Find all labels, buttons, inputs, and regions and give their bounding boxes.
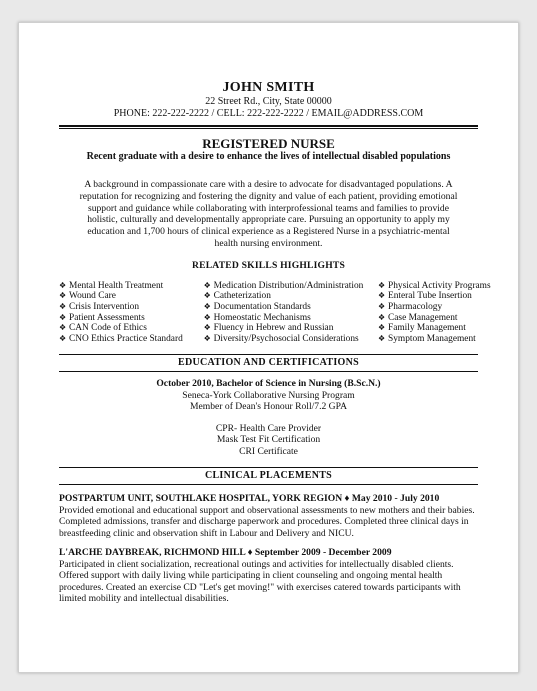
education-section xyxy=(59,378,478,457)
honour-line: Member of Dean's Honour Roll/7.2 GPA xyxy=(190,401,347,413)
skill-item: ❖ Homeostatic Mechanisms xyxy=(203,312,311,323)
diamond-bullet-icon: ❖ xyxy=(59,333,67,343)
skill-item: ❖ Family Management xyxy=(378,323,466,334)
skill-item: ❖ Documentation Standards xyxy=(203,301,311,312)
skill-item: ❖ Medication Distribution/Administration xyxy=(203,280,364,291)
placement-description: Participated in client socialization, recreational outings and activities for intellectually disabled clients. Offered support with daily living while participating in client counseling and ongoing mental health procedures. Created an exercise CD "Let's get moving!" with exercises catered towards participants with limited mobility and intellectual disabilities. xyxy=(59,558,461,605)
diamond-bullet-icon: ❖ xyxy=(203,312,211,322)
skill-item: ❖ Enteral Tube Insertion xyxy=(378,291,472,302)
degree-line: October 2010, Bachelor of Science in Nursing (B.Sc.N.) xyxy=(156,378,381,390)
skills-column-1 xyxy=(59,281,204,345)
skill-item: ❖ Fluency in Hebrew and Russian xyxy=(203,323,334,334)
diamond-bullet-icon: ❖ xyxy=(59,280,67,290)
skill-item: ❖ Crisis Intervention xyxy=(59,301,140,312)
placement-entry xyxy=(59,493,478,539)
diamond-bullet-icon: ❖ xyxy=(378,280,386,290)
summary-paragraph: A background in compassionate care with a desire to advocate for disadvantaged populations. A reputation for recognizing and fostering the dignity and value of each patient, providing emotional support and guidance while collaborating with interprofessional teams and families to provide holistic, culturally and developmentally appropriate care. Pursuing an opportunity to apply my education and 1,700 hours of clinical experience as a Registered Nurse in a psychiatric-mental health nursing environment. xyxy=(79,179,458,249)
certification-item: Mask Test Fit Certification xyxy=(216,434,321,446)
job-title: REGISTERED NURSE xyxy=(202,136,335,151)
skill-item: ❖ CAN Code of Ethics xyxy=(59,323,147,334)
diamond-bullet-icon: ❖ xyxy=(378,333,386,343)
skills-column-2 xyxy=(204,281,378,345)
skill-item: ❖ Mental Health Treatment xyxy=(59,280,164,291)
diamond-bullet-icon: ❖ xyxy=(203,291,211,301)
diamond-bullet-icon: ❖ xyxy=(59,291,67,301)
skills-heading: RELATED SKILLS HIGHLIGHTS xyxy=(191,259,346,271)
resume-page xyxy=(18,22,519,673)
candidate-name: JOHN SMITH xyxy=(222,80,315,95)
placement-title: POSTPARTUM UNIT, SOUTHLAKE HOSPITAL, YORK REGION ♦ May 2010 - July 2010 xyxy=(59,493,440,505)
diamond-bullet-icon: ❖ xyxy=(59,301,67,311)
placement-description: Provided emotional and educational support and observational assessments to new mothers and their babies. Completed admissions, transfer and discharge paperwork and procedures. Completed three clinical days in breastfeeding clinic and observation shift in Labour and Delivery and NICU. xyxy=(59,504,475,539)
diamond-bullet-icon: ❖ xyxy=(59,312,67,322)
placement-entry xyxy=(59,547,478,605)
diamond-bullet-icon: ❖ xyxy=(203,323,211,333)
skills-list xyxy=(59,280,491,345)
header-rule-thin xyxy=(59,128,478,129)
certifications-list xyxy=(59,423,478,458)
tagline: Recent graduate with a desire to enhance the lives of intellectual disabled populations xyxy=(86,151,451,162)
diamond-bullet-icon: ❖ xyxy=(378,312,386,322)
skill-item: ❖ Wound Care xyxy=(59,291,116,302)
diamond-bullet-icon: ❖ xyxy=(378,323,386,333)
clinical-heading: CLINICAL PLACEMENTS xyxy=(59,467,478,485)
placement-title: L'ARCHE DAYBREAK, RICHMOND HILL ♦ September 2009 - December 2009 xyxy=(59,547,392,559)
skill-item: ❖ Symptom Management xyxy=(378,333,476,344)
diamond-bullet-icon: ❖ xyxy=(203,301,211,311)
skill-item: ❖ Pharmacology xyxy=(378,301,443,312)
skill-item: ❖ Case Management xyxy=(378,312,458,323)
diamond-bullet-icon: ❖ xyxy=(203,333,211,343)
program-line: Seneca-York Collaborative Nursing Program xyxy=(182,389,355,401)
skill-item: ❖ Physical Activity Programs xyxy=(378,280,491,291)
skill-item: ❖ Catheterization xyxy=(203,291,271,302)
diamond-bullet-icon: ❖ xyxy=(378,291,386,301)
skill-item: ❖ Patient Assessments xyxy=(59,312,145,323)
skill-item: ❖ Diversity/Psychosocial Considerations xyxy=(203,333,359,344)
address-line: 22 Street Rd., City, State 00000 xyxy=(205,96,332,107)
certification-item: CRI Certificate xyxy=(239,445,298,457)
header-rule-thick xyxy=(59,125,478,127)
education-heading: EDUCATION AND CERTIFICATIONS xyxy=(59,354,478,372)
contact-line: PHONE: 222-222-2222 / CELL: 222-222-2222 / EMAIL@ADDRESS.COM xyxy=(113,108,424,119)
diamond-bullet-icon: ❖ xyxy=(59,323,67,333)
diamond-bullet-icon: ❖ xyxy=(378,301,386,311)
skill-item: ❖ CNO Ethics Practice Standard xyxy=(59,333,183,344)
diamond-bullet-icon: ❖ xyxy=(203,280,211,290)
certification-item: CPR- Health Care Provider xyxy=(215,422,322,434)
skills-column-3 xyxy=(378,280,491,345)
